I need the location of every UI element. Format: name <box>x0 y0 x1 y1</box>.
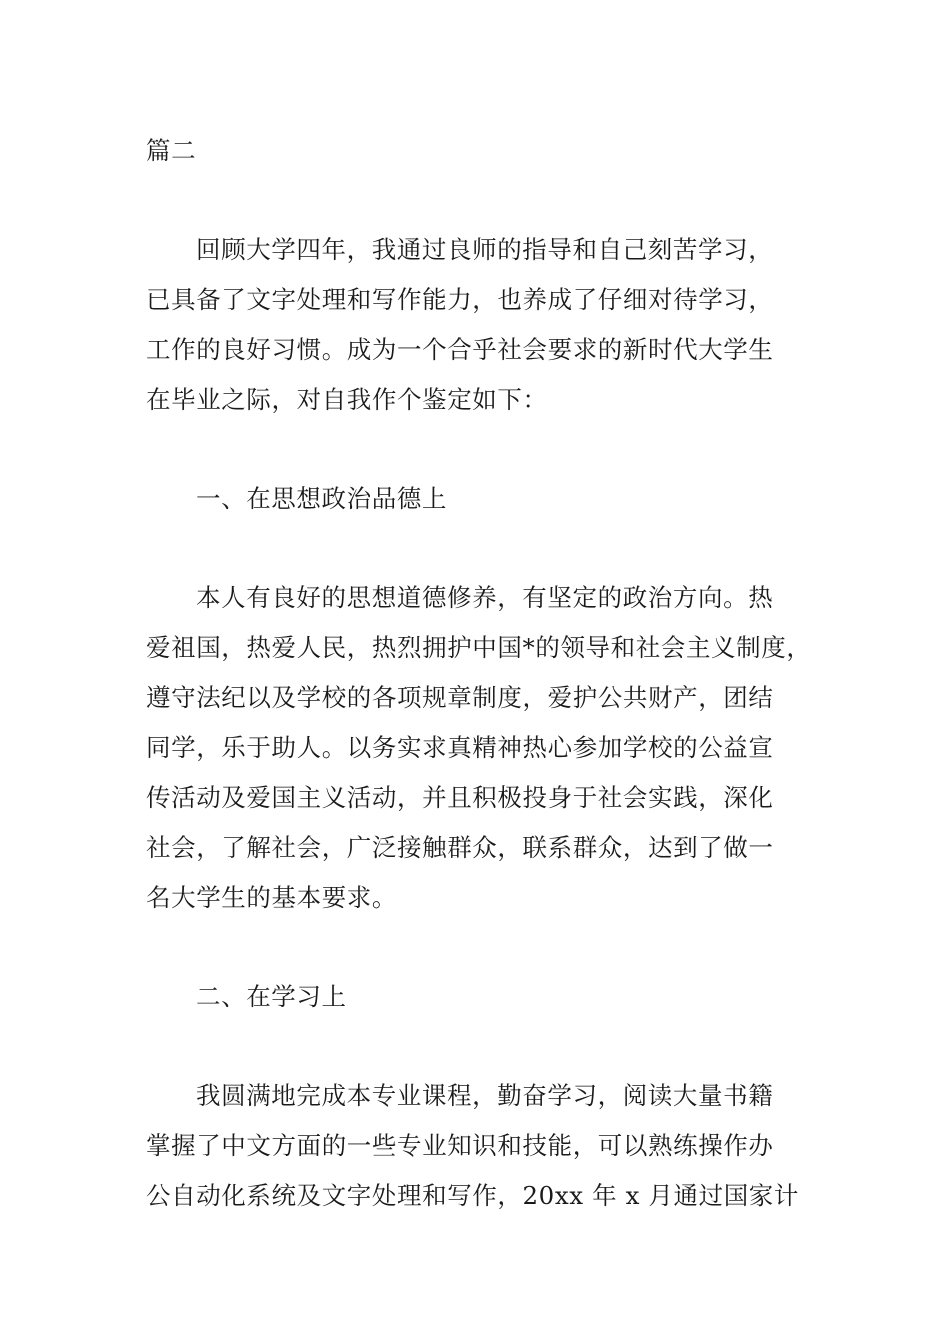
section-1-line-4: 同学，乐于助人。以务实求真精神热心参加学校的公益宣 <box>146 733 774 762</box>
section-2-line-3: 公自动化系统及文字处理和写作，20xx 年 x 月通过国家计 <box>146 1181 799 1210</box>
intro-line-2: 已具备了文字处理和写作能力，也养成了仔细对待学习， <box>146 285 774 314</box>
section-1-line-5: 传活动及爱国主义活动，并且积极投身于社会实践，深化 <box>146 783 774 812</box>
section-1-line-3: 遵守法纪以及学校的各项规章制度，爱护公共财产，团结 <box>146 683 774 712</box>
section-1-line-2: 爱祖国，热爱人民，热烈拥护中国*的领导和社会主义制度， <box>146 633 812 662</box>
intro-line-3: 工作的良好习惯。成为一个合乎社会要求的新时代大学生 <box>146 335 774 364</box>
section-1-title: 一、在思想政治品德上 <box>196 484 447 513</box>
page-heading: 篇二 <box>146 136 197 165</box>
section-1-line-7: 名大学生的基本要求。 <box>146 883 397 912</box>
section-1-line-6: 社会，了解社会，广泛接触群众，联系群众，达到了做一 <box>146 833 774 862</box>
section-2-title: 二、在学习上 <box>196 982 347 1011</box>
intro-line-4: 在毕业之际，对自我作个鉴定如下： <box>146 385 548 414</box>
section-2-line-1: 我圆满地完成本专业课程，勤奋学习，阅读大量书籍 <box>196 1081 774 1110</box>
section-1-line-1: 本人有良好的思想道德修养，有坚定的政治方向。热 <box>196 583 774 612</box>
intro-line-1: 回顾大学四年，我通过良师的指导和自己刻苦学习， <box>196 235 774 264</box>
section-2-line-2: 掌握了中文方面的一些专业知识和技能，可以熟练操作办 <box>146 1131 774 1160</box>
